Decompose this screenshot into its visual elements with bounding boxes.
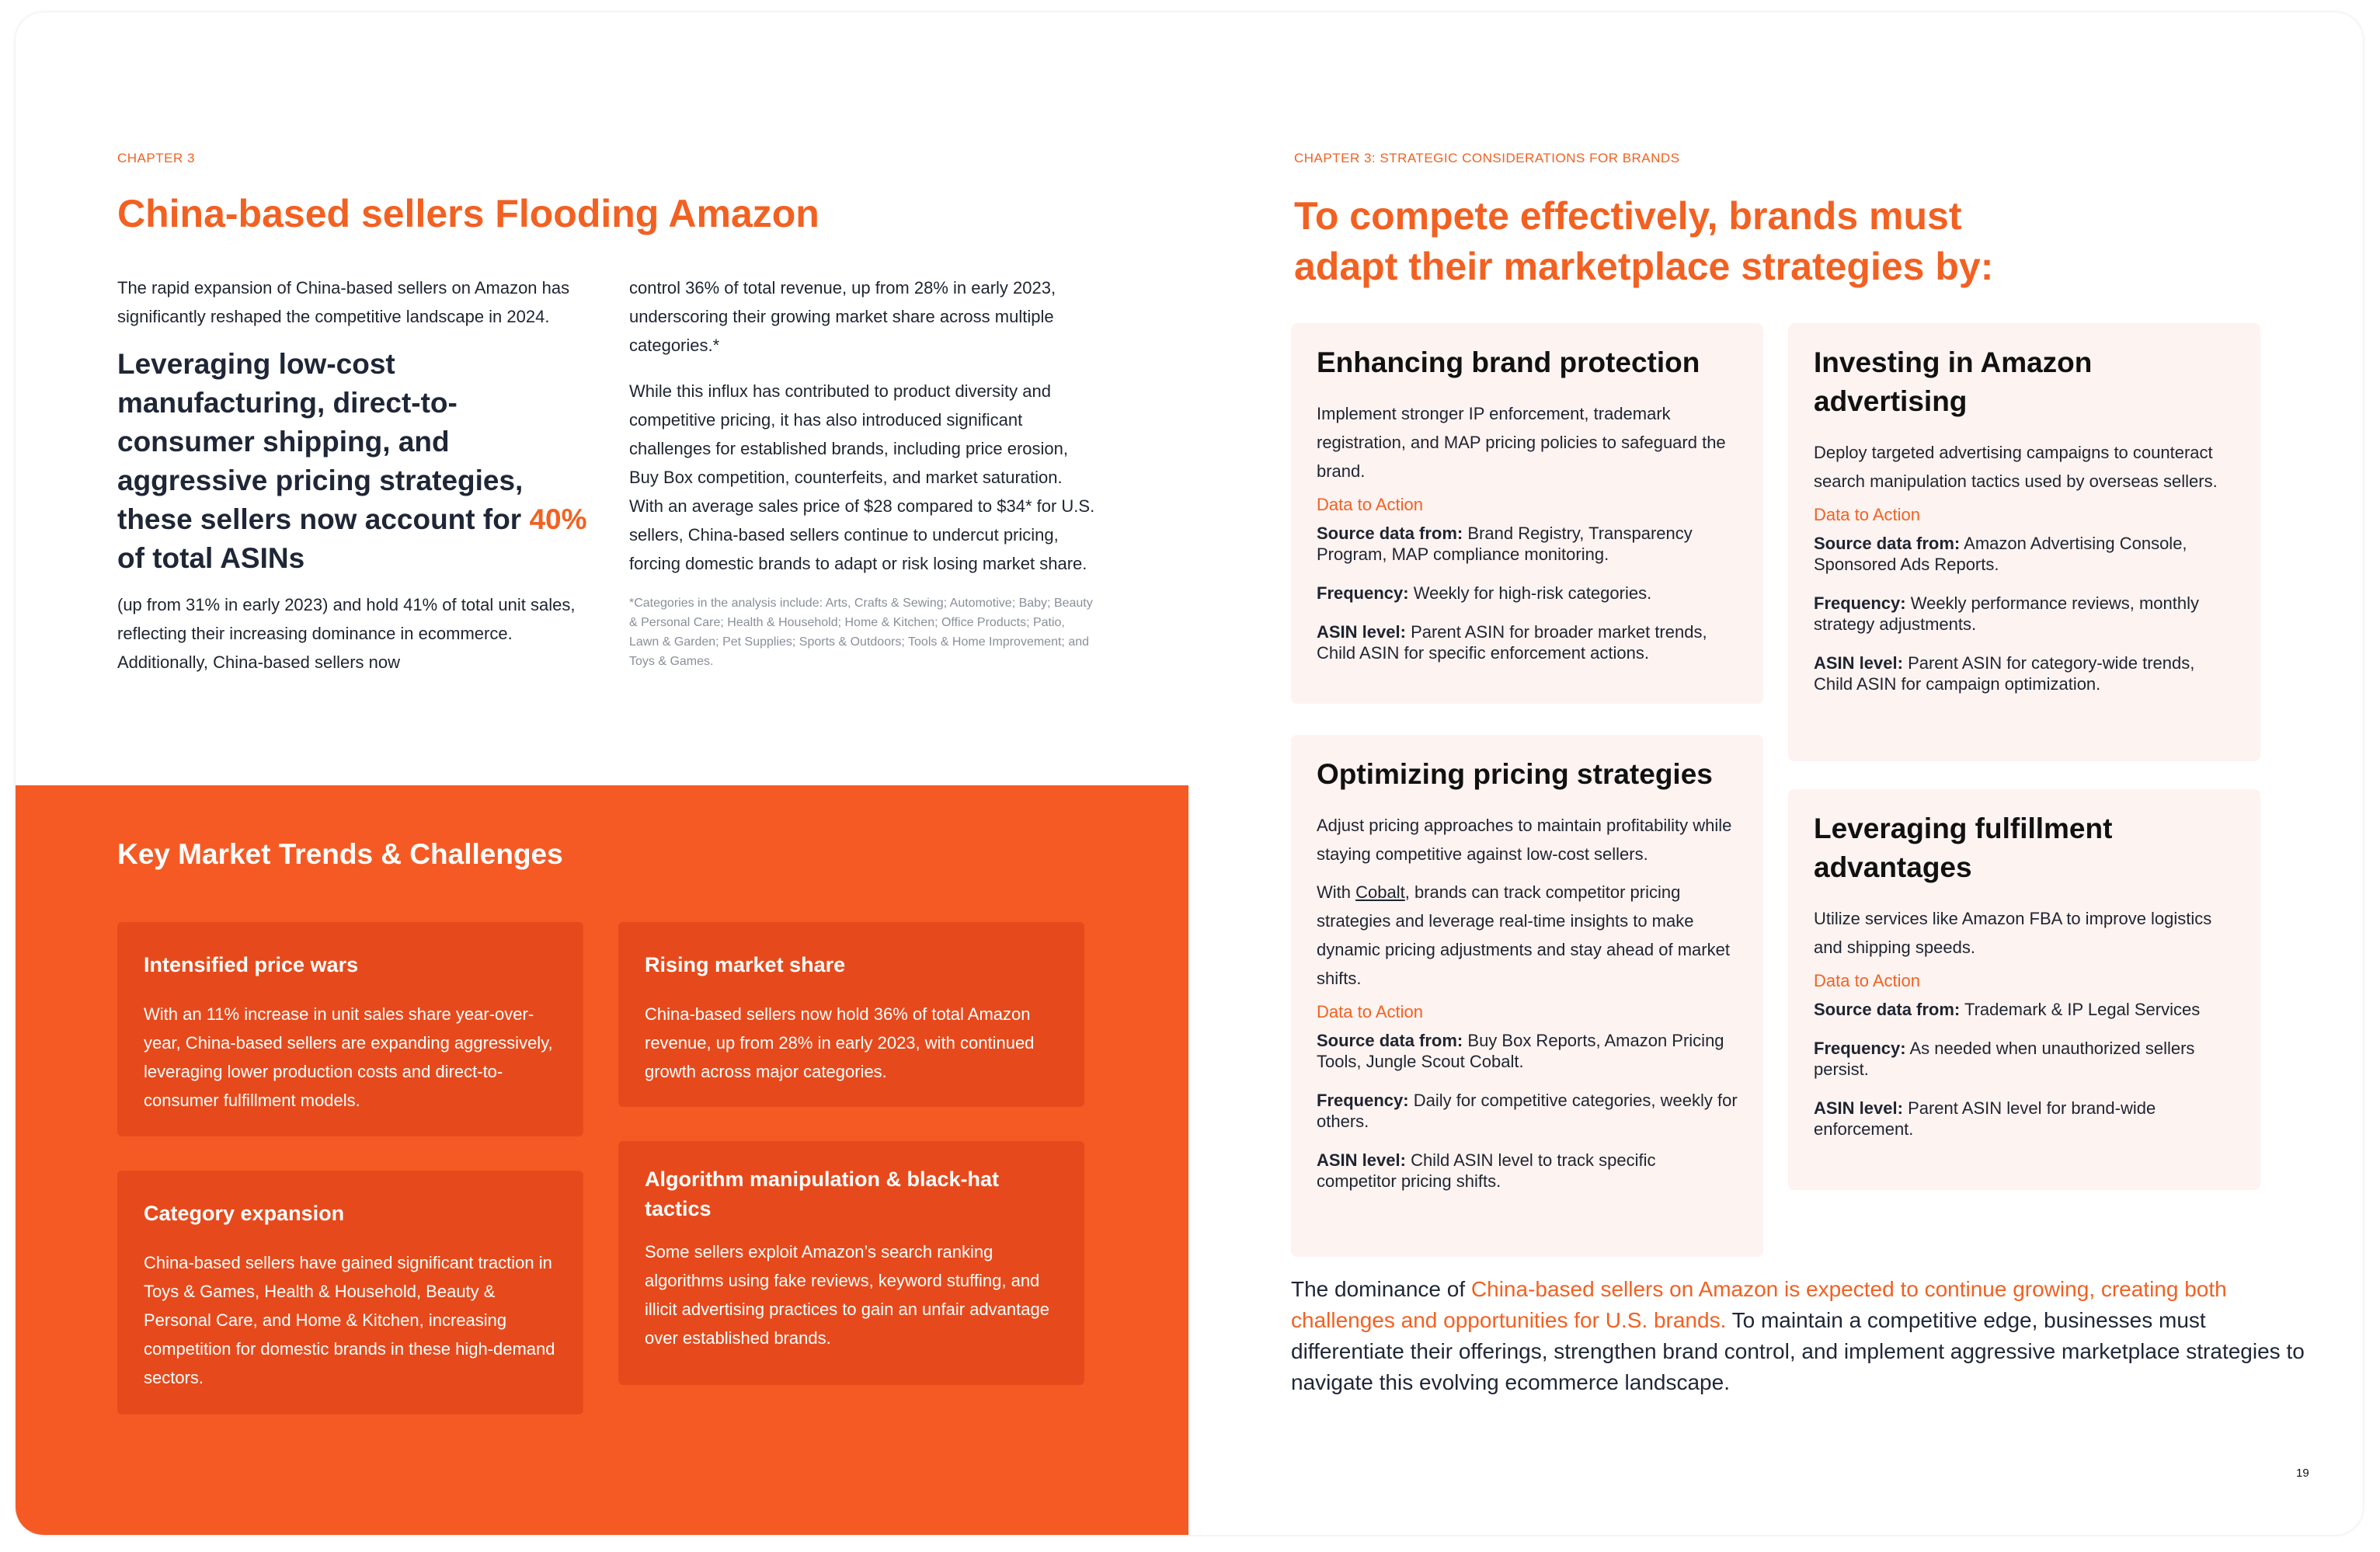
desc-text-end: , brands can track competitor pricing strategies and leverage real-time insights to make dynamic pricing adjustments and stay ahead of market shifts. <box>1317 882 1730 988</box>
frequency-value: Weekly for high-risk categories. <box>1413 583 1652 603</box>
asin-level <box>1814 652 2235 694</box>
strategy-card-desc: Utilize services like Amazon FBA to improve logistics and shipping speeds. <box>1814 909 2212 957</box>
trend-card-text: China-based sellers now hold 36% of total Amazon revenue, up from 28% in early 2023, with continued growth across major categories. <box>645 1004 1035 1081</box>
asin-label: ASIN level: <box>1317 622 1406 642</box>
source-value: Trademark & IP Legal Services <box>1964 1000 2201 1019</box>
strategy-card-desc: Implement stronger IP enforcement, trademark registration, and MAP pricing policies to safeguard the brand. <box>1317 404 1726 481</box>
frequency-label: Frequency: <box>1317 583 1409 603</box>
chapter-label: CHAPTER 3 <box>117 151 195 165</box>
asin-level <box>1317 1150 1738 1192</box>
analysis-paragraph: While this influx has contributed to product diversity and competitive pricing, it has also introduced significant challenges for established brands, including price erosion, Buy Box competition, counterfeits, and market saturation. With an average sales price of $28 compared to $34* for U.S. sellers, China-based sellers continue to undercut pricing, forcing domestic brands to adapt or risk losing market share. <box>629 381 1095 573</box>
frequency-label: Frequency: <box>1814 593 1906 613</box>
intro-paragraph: The rapid expansion of China-based sellers on Amazon has significantly reshaped the competitive landscape in 2024. <box>117 278 570 326</box>
trend-card-title: Category expansion <box>144 1202 345 1225</box>
conclusion-highlight: China-based sellers on Amazon is expected to continue growing, creating both challenges and opportunities for U.S. brands. <box>1291 1277 2227 1332</box>
strategy-card-fulfillment <box>1788 789 2260 1190</box>
data-to-action-label: Data to Action <box>1317 1002 1423 1021</box>
source-value: Amazon Advertising Console, Sponsored Ads Reports. <box>1814 534 2187 574</box>
continuation-paragraph: (up from 31% in early 2023) and hold 41% of total unit sales, reflecting their increasing dominance in ecommerce. Additionally, China-based sellers now <box>117 595 576 672</box>
strategy-card-advertising <box>1788 323 2260 761</box>
lead-highlight: 40% <box>529 503 587 535</box>
trend-card <box>117 922 583 1136</box>
strategy-card-title: Leveraging fulfillment advantages <box>1814 813 2113 883</box>
frequency <box>1814 593 2235 635</box>
strategies-title: To compete effectively, brands must adapt their marketplace strategies by: <box>1294 194 1994 288</box>
asin-label: ASIN level: <box>1814 1098 1903 1118</box>
footnote: *Categories in the analysis include: Arts, Crafts & Sewing; Automotive; Baby; Beauty & Personal Care; Health & Household; Home & Kitchen; Office Products; Patio, Lawn & Garden; Pet Supplies; Sports & Outdoors; Tools & Home Improvement; and Toys & Games. <box>629 597 1093 668</box>
lead-text-end: of total ASINs <box>117 542 305 574</box>
asin-level <box>1317 621 1738 663</box>
trend-card <box>618 1141 1084 1385</box>
asin-label: ASIN level: <box>1814 653 1903 673</box>
strategy-card-desc: Deploy targeted advertising campaigns to counteract search manipulation tactics used by overseas sellers. <box>1814 443 2218 491</box>
desc-text: With <box>1317 882 1356 902</box>
strategy-card-title: Investing in Amazon advertising <box>1814 346 2093 417</box>
conclusion-text: The dominance of <box>1291 1277 1471 1301</box>
report-spread <box>16 12 2363 1535</box>
conclusion-text-end: To maintain a competitive edge, businesses must differentiate their offerings, strengthen brand control, and implement aggressive marketplace strategies to navigate this evolving ecommerce landscape. <box>1291 1308 2305 1394</box>
trend-card-title: Algorithm manipulation & black-hat tactics <box>645 1167 1000 1220</box>
lead-statement <box>117 345 591 578</box>
source-label: Source data from: <box>1814 1000 1961 1019</box>
asin-value: Child ASIN level to track specific competitor pricing shifts. <box>1317 1150 1656 1191</box>
source-label: Source data from: <box>1814 534 1961 553</box>
asin-label: ASIN level: <box>1317 1150 1406 1170</box>
source-value: Brand Registry, Transparency Program, MAP compliance monitoring. <box>1317 524 1693 564</box>
frequency-value: As needed when unauthorized sellers persist. <box>1814 1039 2195 1079</box>
source-data <box>1814 999 2235 1020</box>
column-right <box>629 273 1095 671</box>
trends-heading: Key Market Trends & Challenges <box>117 838 563 870</box>
asin-value: Parent ASIN level for brand-wide enforcement. <box>1814 1098 2156 1139</box>
lead-text: Leveraging low-cost manufacturing, direct-to-consumer shipping, and aggressive pricing strategies, these sellers now account for <box>117 348 530 535</box>
chapter-label-right: CHAPTER 3: STRATEGIC CONSIDERATIONS FOR BRANDS <box>1294 151 1680 165</box>
strategy-card-brand-protection <box>1291 323 1763 704</box>
frequency <box>1317 583 1738 604</box>
strategy-card-desc: Adjust pricing approaches to maintain profitability while staying competitive against low-cost sellers. <box>1317 816 1732 864</box>
data-to-action-label: Data to Action <box>1317 495 1423 514</box>
frequency <box>1317 1090 1738 1132</box>
trend-card-title: Intensified price wars <box>144 953 359 976</box>
frequency <box>1814 1038 2235 1080</box>
strategy-card-desc-2 <box>1317 878 1738 993</box>
source-value: Buy Box Reports, Amazon Pricing Tools, Jungle Scout Cobalt. <box>1317 1031 1724 1071</box>
frequency-value: Weekly performance reviews, monthly strategy adjustments. <box>1814 593 2200 634</box>
frequency-label: Frequency: <box>1814 1039 1906 1058</box>
source-label: Source data from: <box>1317 1031 1463 1050</box>
data-to-action-label: Data to Action <box>1814 505 1920 524</box>
column-left <box>117 273 591 677</box>
source-data <box>1814 533 2235 575</box>
cobalt-link[interactable]: Cobalt <box>1355 882 1405 902</box>
trend-card-title: Rising market share <box>645 953 846 976</box>
frequency-label: Frequency: <box>1317 1091 1409 1110</box>
trend-card <box>618 922 1084 1107</box>
asin-value: Parent ASIN for broader market trends, Child ASIN for specific enforcement actions. <box>1317 622 1707 663</box>
trend-card <box>117 1171 583 1415</box>
source-data <box>1317 1030 1738 1072</box>
source-data <box>1317 523 1738 565</box>
continuation-paragraph-2: control 36% of total revenue, up from 28% in early 2023, underscoring their growing market share across multiple categories.* <box>629 278 1056 355</box>
asin-value: Parent ASIN for category-wide trends, Child ASIN for campaign optimization. <box>1814 653 2195 694</box>
strategy-card-pricing <box>1291 735 1763 1257</box>
frequency-value: Daily for competitive categories, weekly for others. <box>1317 1091 1738 1131</box>
asin-level <box>1814 1098 2235 1140</box>
trend-card-text: With an 11% increase in unit sales share year-over-year, China-based sellers are expanding aggressively, leveraging lower production costs and direct-to-consumer fulfillment models. <box>144 1004 553 1110</box>
trends-section <box>16 785 1188 1535</box>
page-number: 19 <box>2296 1467 2309 1480</box>
trend-card-text: Some sellers exploit Amazon’s search ranking algorithms using fake reviews, keyword stuffing, and illicit advertising practices to gain an unfair advantage over established brands. <box>645 1242 1049 1348</box>
source-label: Source data from: <box>1317 524 1463 543</box>
strategy-card-title: Optimizing pricing strategies <box>1317 758 1713 790</box>
data-to-action-label: Data to Action <box>1814 971 1920 990</box>
trend-card-text: China-based sellers have gained significant traction in Toys & Games, Health & Household, Beauty & Personal Care, and Home & Kitchen, increasing competition for domestic brands in these high-demand sectors. <box>144 1253 555 1387</box>
page-title: China-based sellers Flooding Amazon <box>117 192 819 235</box>
conclusion-paragraph <box>1291 1274 2309 1398</box>
strategy-card-title: Enhancing brand protection <box>1317 346 1700 378</box>
